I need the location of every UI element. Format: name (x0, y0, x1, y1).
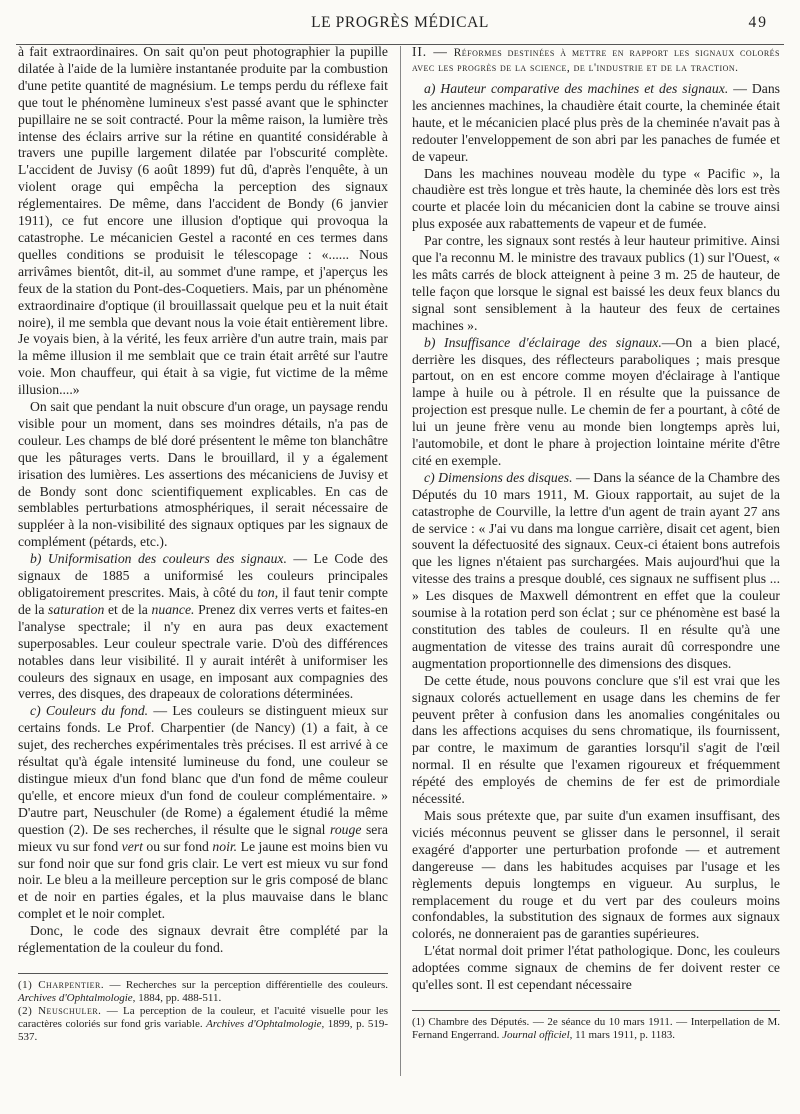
footnote-rule (412, 1010, 780, 1011)
column-divider (400, 46, 401, 1076)
italic-term: saturation (48, 601, 105, 617)
text-span: — Les couleurs se distinguent mieux sur certains fonds. Le Prof. Charpentier (de Nancy) (1) a fait, à ce sujet, des recherches expérimentales très précises. Il est arrivé à ce résultat qu'à égale intensité lumineuse du fond, une couleur se distingue mieux d'un fond blanc que d'un fond de même couleur qu'elle, et encore mieux d'un fond de couleur complémentaire. » D'autre part, Neuschuler (de Rome) a également étudié la même question (2). De ses recherches, il résulte que le signal (18, 703, 388, 837)
paragraph-par-contre: Par contre, les signaux sont restés à leur hauteur primitive. Ainsi que l'a reconnu M. le ministre des travaux publics (1) sur l'Ouest, « les mâts carrés de block atteignent à peine 3 m. 25 de hauteur, de telle façon que lorsque le signal est baissé les deux feux blancs du signal sont sensiblement à la hauteur des feux de certaines machines ». (412, 233, 780, 333)
paragraph-dimensions (412, 470, 780, 673)
subsection-label-a: a) Hauteur comparative des machines et des signaux. (424, 81, 729, 96)
italic-term: noir. (212, 838, 238, 854)
text-span: —On a bien placé, derrière les disques, des réflecteurs paraboliques ; mais presque partout, on en est encore comme moyen d'éclairage à l'antique lampe à huile ou à pétrole. Il en résulte que la puissance de projection est presque nulle. Le chemin de fer a pourtant, à côté de lui un jeune frère venu au monde bien longtemps après lui, l'automobile, et dont le phare à projection lointaine mérite d'être cité en exemple. (412, 334, 780, 468)
running-head (0, 10, 800, 36)
footnote-journal: Journal officiel, (502, 1028, 573, 1041)
text-span: et de la (104, 601, 152, 617)
text-span: — La perception de la couleur, et l'acuité visuelle pour les caractères coloriés sur fond gris variable. (18, 1004, 388, 1030)
paragraph-eclairage (412, 335, 780, 470)
footnote-1 (412, 1016, 780, 1042)
footnote-2 (18, 1005, 388, 1044)
text-span: (1) Chambre des Députés. — 2e séance du 10 mars 1911. — Interpellation de M. Fernand Engerrand. (412, 1015, 780, 1041)
footnote-1 (18, 979, 388, 1005)
text-span: — Le Code des signaux de 1885 a uniformisé les couleurs principales obligatoirement prescrites. Mais, à côté du (18, 551, 388, 600)
text-span: — Dans les anciennes machines, la chaudière était courte, la cheminée était haute, et le mécanicien placé plus près de la cheminée n'avait pas à redouter l'enveloppement de son abri par les panaches de fumée et de vapeur. (412, 81, 780, 164)
text-span: ou sur fond (142, 838, 213, 854)
paragraph-etude: De cette étude, nous pouvons conclure que s'il est vrai que les signaux colorés actuellement en usage dans les chemins de fer peuvent prêter à confusion dans les anomalies congénitales ou dans les affections acquises du sens chromatique, ils fournissent, par contre, le maximum de garanties lorsqu'il s'agit de l'œil normal. Il en résulte que l'examen rigoureux et fréquemment répété des employés de chemins de fer est de primordiale nécessité. (412, 672, 780, 807)
text-span: 1884, pp. 488-511. (135, 991, 222, 1004)
footnote-author: (2) Neuschuler. (18, 1004, 102, 1017)
page-number: 49 (748, 14, 768, 31)
text-span: 1899, p. 519-537. (18, 1017, 388, 1043)
footnote-rule (18, 973, 388, 974)
footnote-author: (1) Charpentier. (18, 978, 105, 991)
subsection-label-b: b) Uniformisation des couleurs des signaux. (30, 551, 287, 567)
text-span: — Dans la séance de la Chambre des Députés du 10 mars 1911, M. Gioux rapportait, au sujet de la catastrophe de Courville, la lettre d'un agent de train ayant 27 ans de service : « J'ai vu dans ma longue carrière, disait cet agent, bien souvent la défectuosité des signaux. Ceux-ci étaient bons autrefois que les lignes n'étaient pas surchargées. Mais aujourd'hui que la vitesse des trains a presque doublé, ces signaux ne suffisent plus ... » Les disques de Maxwell démontrent en effet que la couleur soumise à la rotation perd son éclat ; sur ce phénomène est basé la constitution des tables de couleurs. Il en résulte qu'à une augmentation de vitesse des trains aurait dû correspondre une augmentation proportionnelle des dimensions des disques. (412, 469, 780, 671)
text-span: Prenez dix verres verts et faites-en l'analyse spectrale; il n'y en aura pas deux exactement superposables. Leur couleur spectrale varie. D'où des différences notables dans leur visibilité. Il y aurait intérêt à uniformiser les couleurs des signaux en usage, en imposant aux compagnies des verres, des disques, des drapeaux de colorations déterminées. (18, 601, 388, 702)
paragraph-pacific: Dans les machines nouveau modèle du type « Pacific », la chaudière est très longue et très haute, la cheminée dès lors est très courte et placée loin du mécanicien dont la cabine se trouve ainsi plus exposée aux rabattements de vapeur et de fumée. (412, 165, 780, 232)
journal-title: LE PROGRÈS MÉDICAL (311, 14, 489, 31)
paragraph-orage: On sait que pendant la nuit obscure d'un orage, un paysage rendu visible pour un moment, dans ses moindres détails, n'a pas de couleur. Les champs de blé doré présentent le même ton blanchâtre que les pâturages verts. Dans le brouillard, il y a également irisation des lumières. Les assertions des mécaniciens de Juvisy et de Bondy sont donc scientifiquement explicables. En cas de semblables perturbations atmosphériques, il serait nécessaire de suppléer à la non-visibilité des signaux optiques par les signaux de complément (pétards, etc.). (18, 399, 388, 550)
text-span: il faut tenir compte de la (18, 585, 388, 617)
paragraph-conclusion-code: Donc, le code des signaux devrait être complété par la réglementation de la couleur du fond. (18, 923, 388, 956)
italic-term: nuance. (151, 601, 195, 617)
right-column (412, 44, 780, 1042)
paragraph-accidents: à fait extraordinaires. On sait qu'on peut photographier la pupille dilatée à l'aide de la lumière instantanée produite par la combustion d'une petite quantité de magnésium. Le temps perdu du réflexe fait que tout le phénomène lumineux s'est passé avant que le sphincter pupillaire ne se soit contracté. Pour la même raison, la lumière très intense des éclairs arrive sur la rétine en quantité considérable à travers une pupille largement dilatée par l'obscurité complète. L'accident de Juvisy (6 août 1899) fut dû, d'après l'enquête, à un violent orage qui empêcha la perception des signaux réglementaires. De même, dans l'accident de Bondy (6 janvier 1911), ce fut encore une illusion d'optique qui provoqua la catastrophe. Le mécanicien Gestel a raconté en ces termes dans quelles conditions se produisit le télescopage : «...... Nous arrivâmes bientôt, dit-il, au sommet d'une rampe, et j'aperçus les feux de la station du Pont-des-Coquetiers. Mais, par un phénomène extraordinaire d'optique (il brouillassait quelque peu et la nuit était noire), il me sembla que devant nous la voie était entièrement libre. Je voyais bien, à la vérité, les feux arrière d'un autre train, mais par la même illusion il me semblait que ce train était arrêté sur l'autre voie. Mon chauffeur, qui était à sa vigie, fut victime de la même illusion....» (18, 44, 388, 398)
paragraph-hauteur (412, 81, 780, 166)
text-span: 11 mars 1911, p. 1183. (572, 1028, 676, 1041)
section-heading (412, 44, 780, 76)
text-span: Le jaune est moins bien vu sur fond noir que sur fond gris clair. Le vert est mieux vu sur fond noir. Le bleu a la meilleure perception sur le gris composé de blanc et de noir en parties égales, et la plus mauvaise dans le blanc complet et le noir complet. (18, 838, 389, 922)
paragraph-pretexte: Mais sous prétexte que, par suite d'un examen insuffisant, des viciés méconnus peuvent se glisser dans le personnel, il serait exagéré d'apporter une perturbation profonde — et autrement dangereuse — dans les habitudes acquises par l'usage et les règlements depuis longtemps en vigueur. Au surplus, le remplacement du rouge et du vert par des couleurs moins confondables, la substitution des signaux de formes aux signaux colorés, ne donneraient pas de garanties supérieures. (412, 807, 780, 942)
section-title: Réformes destinées à mettre en rapport les signaux colorés avec les progrès de la science, de l'industrie et de la traction. (412, 47, 780, 74)
text-span: sera mieux vu sur fond (18, 821, 388, 854)
footnotes-left (18, 979, 388, 1044)
section-number: II. — (412, 44, 448, 59)
italic-term: rouge (330, 821, 362, 837)
italic-term: vert (121, 838, 143, 854)
footnote-journal: Archives d'Ophtalmologie, (18, 991, 136, 1004)
subsection-label-c: c) Dimensions des disques. (424, 469, 573, 485)
subsection-label-b: b) Insuffisance d'éclairage des signaux. (424, 334, 662, 350)
paragraph-uniformisation (18, 551, 388, 703)
paragraph-etat-normal: L'état normal doit primer l'état pathologique. Donc, les couleurs adoptées comme signaux de chemins de fer doivent rester ce qu'elles sont. Il est cependant nécessaire (412, 943, 780, 993)
left-column (18, 44, 388, 1044)
footnotes-right (412, 1016, 780, 1042)
subsection-label-c: c) Couleurs du fond. (30, 703, 149, 719)
italic-term: ton, (257, 585, 279, 600)
text-span: — Recherches sur la perception différentielle des couleurs. (104, 978, 388, 991)
footnote-journal: Archives d'Ophtalmologie, (206, 1017, 325, 1030)
paragraph-couleurs-fond (18, 703, 388, 923)
